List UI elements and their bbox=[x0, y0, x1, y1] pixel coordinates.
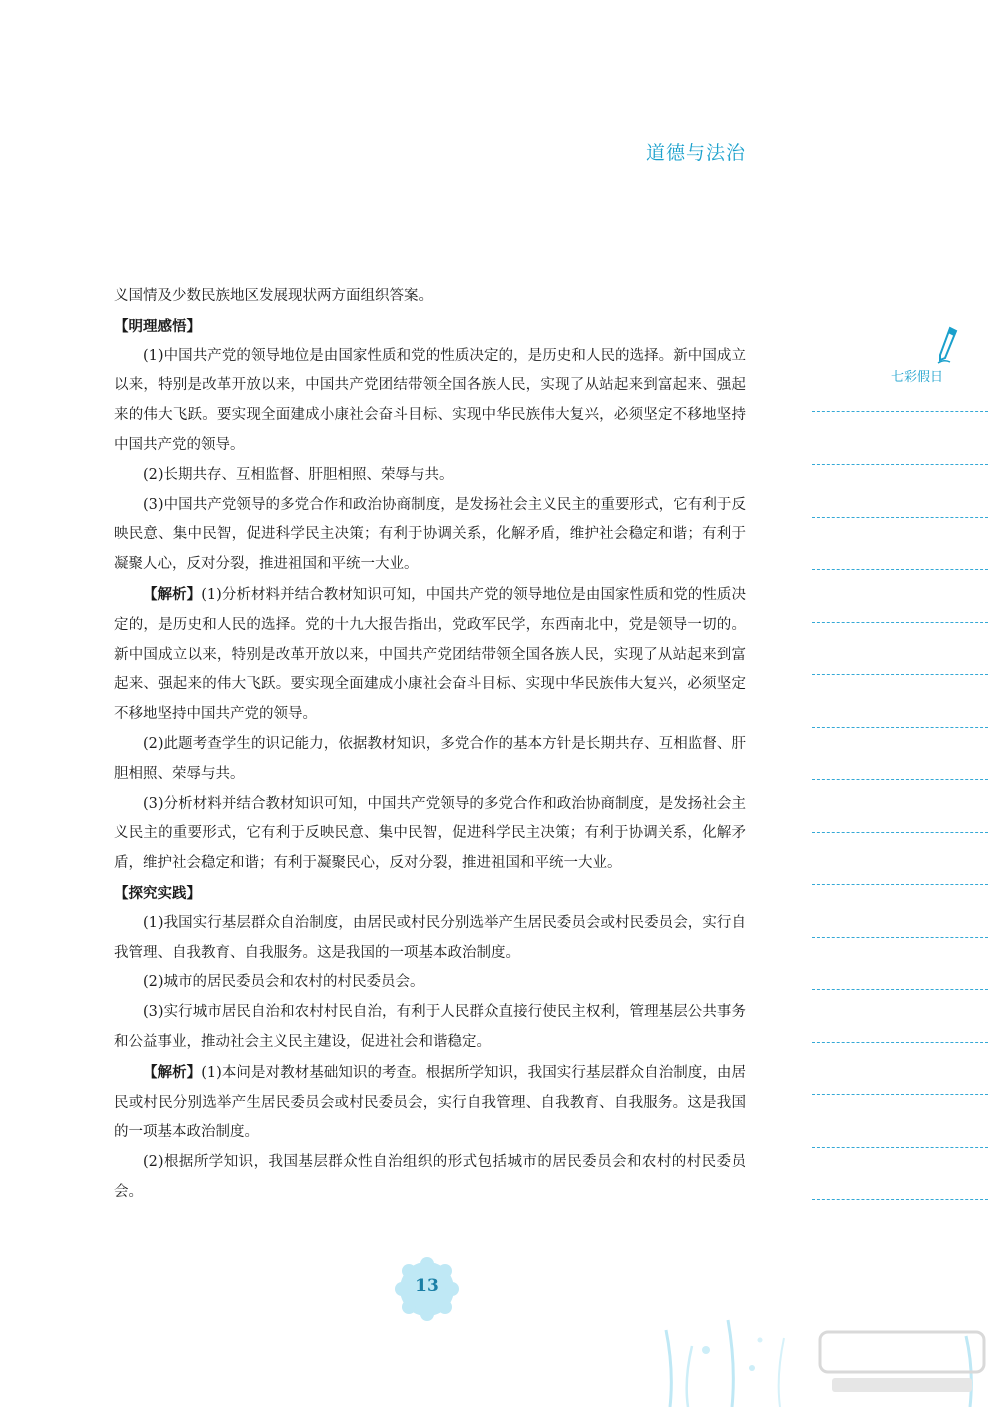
note-line bbox=[812, 622, 988, 623]
answer-paragraph: (1)我国实行基层群众自治制度，由居民或村民分别选举产生居民委员会或村民委员会，实行自我管理、自我教育、自我服务。这是我国的一项基本政治制度。 bbox=[114, 914, 746, 961]
analysis-text: (1)本问是对教材基础知识的考查。根据所学知识，我国实行基层群众自治制度，由居民或村民分别选举产生居民委员会或村民委员会，实行自我管理、自我教育、自我服务。这是我国的一项基本政治制度。 bbox=[114, 1064, 746, 1141]
note-line bbox=[812, 464, 988, 465]
section-heading-mingli: 【明理感悟】 bbox=[114, 317, 201, 335]
analysis-text: (1)分析材料并结合教材知识可知，中国共产党的领导地位是由国家性质和党的性质决定的，是历史和人民的选择。党的十九大报告指出，党政军民学，东西南北中，党是领导一切的。新中国成立以来，特别是改革开放以来，中国共产党团结带领全国各族人民，实现了从站起来到富起来、强起来的伟大飞跃。要实现全面建成小康社会奋斗目标、实现中华民族伟大复兴，必须坚定不移地坚持中国共产党的领导。 bbox=[114, 586, 746, 723]
note-line bbox=[812, 674, 988, 675]
answer-paragraph: (2)长期共存、互相监督、肝胆相照、荣辱与共。 bbox=[143, 466, 454, 483]
analysis-tag: 【解析】 bbox=[143, 585, 202, 603]
watermark-logo-icon bbox=[812, 1326, 992, 1396]
subject-title: 道德与法治 bbox=[645, 142, 746, 164]
sidebar-title: 七彩假日 bbox=[890, 370, 943, 385]
note-line bbox=[812, 1199, 988, 1200]
page-number: 13 bbox=[415, 1276, 439, 1296]
note-line bbox=[812, 1094, 988, 1095]
note-line bbox=[812, 884, 988, 885]
note-line bbox=[812, 779, 988, 780]
note-line bbox=[812, 832, 988, 833]
pencil-icon bbox=[936, 326, 958, 366]
answer-paragraph: (3)中国共产党领导的多党合作和政治协商制度，是发扬社会主义民主的重要形式，它有利于反映民意、集中民智，促进科学民主决策；有利于协调关系，化解矛盾，维护社会稳定和谐；有利于凝聚人心，反对分裂，推进祖国和平统一大业。 bbox=[114, 496, 746, 573]
answer-paragraph: (3)实行城市居民自治和农村村民自治，有利于人民群众直接行使民主权利，管理基层公共事务和公益事业，推动社会主义民主建设，促进社会和谐稳定。 bbox=[114, 1004, 746, 1050]
note-line bbox=[812, 569, 988, 570]
answer-content bbox=[114, 282, 746, 1208]
note-line bbox=[812, 517, 988, 518]
section-heading-tanjiu: 【探究实践】 bbox=[114, 884, 201, 902]
analysis-tag: 【解析】 bbox=[143, 1063, 202, 1081]
answer-paragraph: (2)城市的居民委员会和农村的村民委员会。 bbox=[143, 974, 425, 991]
analysis-paragraph: (3)分析材料并结合教材知识可知，中国共产党领导的多党合作和政治协商制度，是发扬社会主义民主的重要形式，它有利于反映民意、集中民智，促进科学民主决策；有利于协调关系，化解矛盾，维护社会稳定和谐；有利于凝聚民心，反对分裂，推进祖国和平统一大业。 bbox=[114, 795, 746, 872]
analysis-paragraph bbox=[114, 580, 746, 730]
note-line bbox=[812, 411, 988, 412]
note-line bbox=[812, 1042, 988, 1043]
note-line bbox=[812, 937, 988, 938]
analysis-paragraph bbox=[114, 1058, 746, 1148]
note-line bbox=[812, 989, 988, 990]
note-line bbox=[812, 727, 988, 728]
analysis-paragraph: (2)此题考查学生的识记能力，依据教材知识，多党合作的基本方针是长期共存、互相监督、肝胆相照、荣辱与共。 bbox=[114, 735, 746, 782]
analysis-paragraph: (2)根据所学知识，我国基层群众性自治组织的形式包括城市的居民委员会和农村的村民委员会。 bbox=[114, 1154, 746, 1200]
intro-paragraph: 义国情及少数民族地区发展现状两方面组织答案。 bbox=[114, 288, 433, 304]
answer-paragraph: (1)中国共产党的领导地位是由国家性质和党的性质决定的，是历史和人民的选择。新中国成立以来，特别是改革开放以来，中国共产党团结带领全国各族人民，实现了从站起来到富起来、强起来的伟大飞跃。要实现全面建成小康社会奋斗目标、实现中华民族伟大复兴，必须坚定不移地坚持中国共产党的领导。 bbox=[114, 347, 746, 453]
note-line bbox=[812, 1147, 988, 1148]
